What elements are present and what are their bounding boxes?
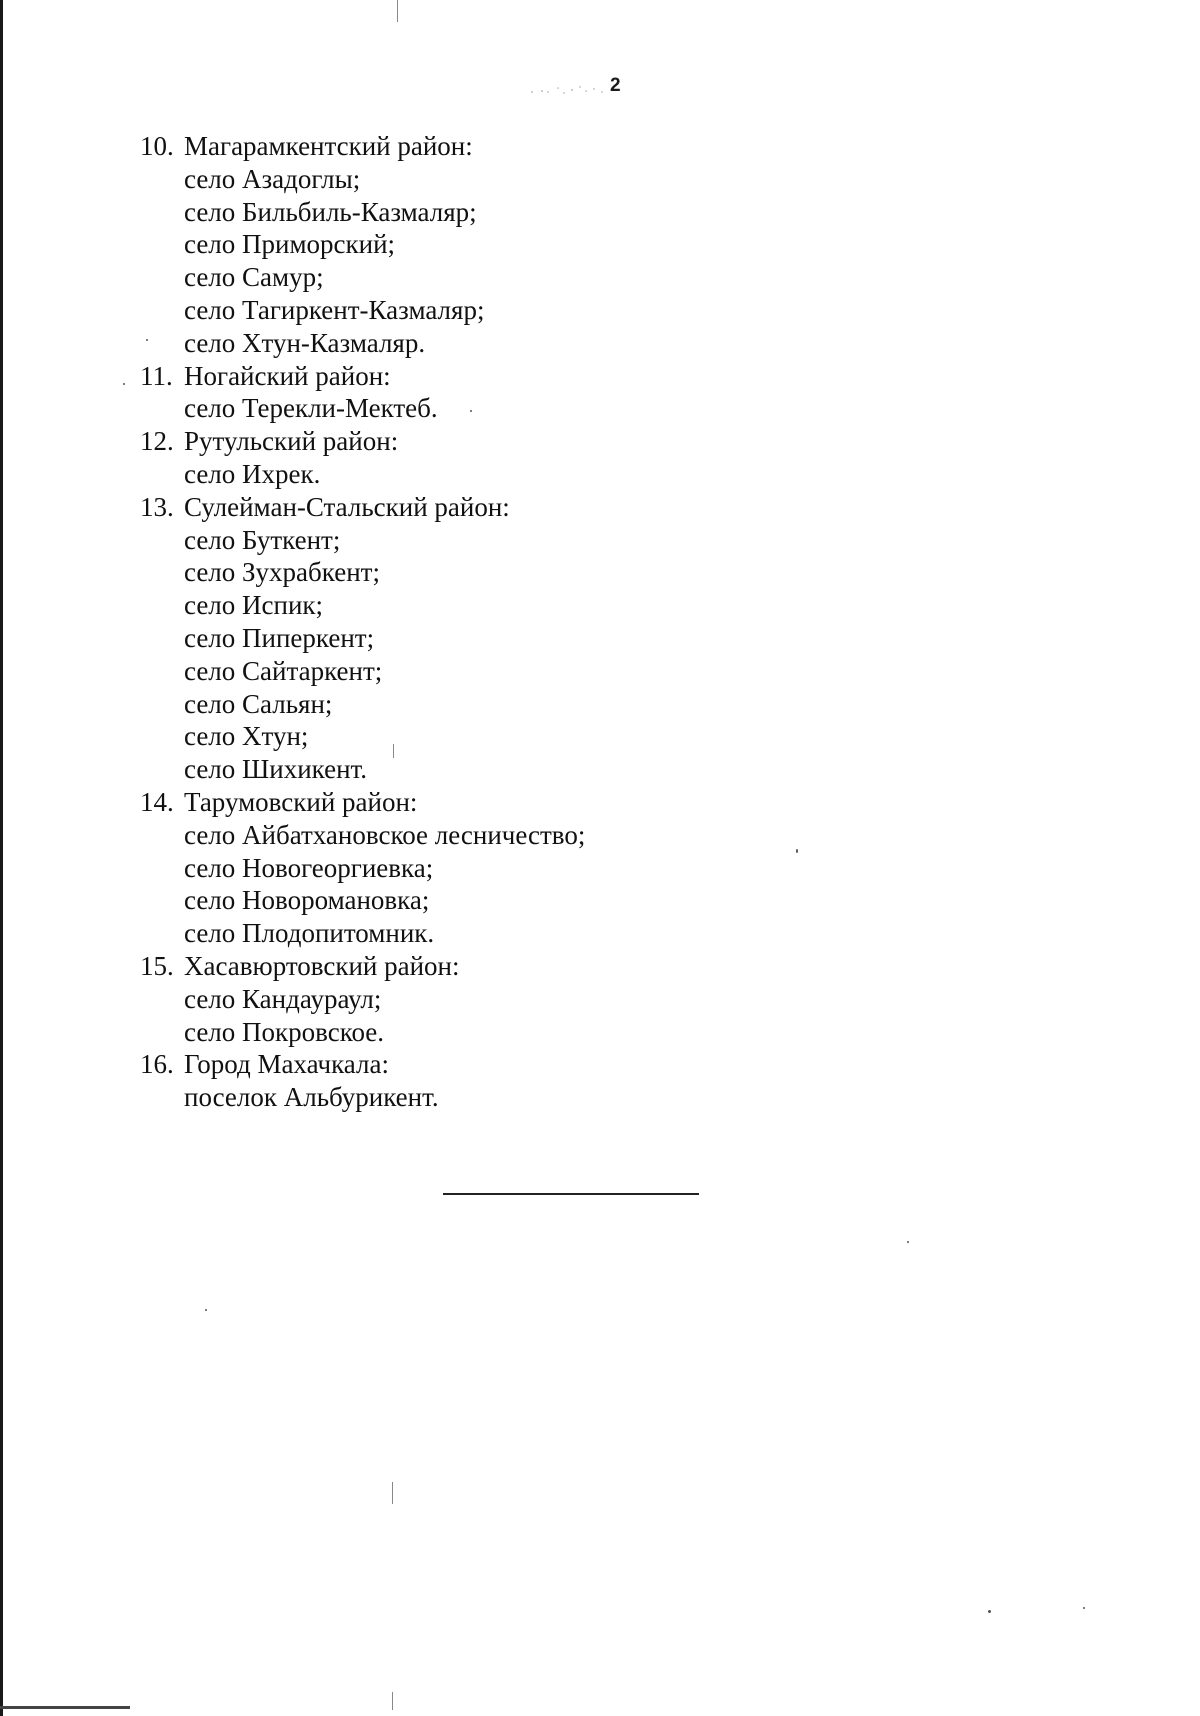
scan-artifact bbox=[392, 1482, 393, 1504]
district-name: Магарамкентский район: bbox=[184, 131, 473, 161]
settlement-item: село Пиперкент; bbox=[184, 622, 375, 653]
settlement-list bbox=[140, 524, 1040, 786]
district-item bbox=[140, 360, 1040, 426]
scan-artifact bbox=[393, 744, 394, 758]
settlement-list bbox=[140, 458, 1040, 491]
district-item bbox=[140, 425, 1040, 491]
scan-noise bbox=[528, 84, 618, 96]
settlement-item: село Ихрек. bbox=[184, 458, 321, 489]
settlement-list bbox=[140, 392, 1040, 425]
district-name: Сулейман-Стальский район: bbox=[184, 491, 510, 522]
district-name: Тарумовский район: bbox=[184, 786, 418, 817]
settlement-item: село Кандаураул; bbox=[184, 983, 382, 1014]
district-number: 10. bbox=[140, 131, 174, 161]
district-item bbox=[140, 130, 1040, 360]
scan-edge-bottom bbox=[0, 1706, 130, 1709]
district-heading bbox=[140, 950, 1040, 983]
settlement-item: село Буткент; bbox=[184, 524, 341, 555]
district-number: 12. bbox=[140, 426, 174, 457]
settlement-item: село Бильбиль-Казмаляр; bbox=[184, 196, 477, 227]
settlement-item: село Азадоглы; bbox=[184, 163, 361, 194]
district-item bbox=[140, 491, 1040, 786]
district-heading bbox=[140, 130, 1040, 163]
district-heading bbox=[140, 491, 1040, 524]
settlement-list bbox=[140, 163, 1040, 360]
district-number: 13. bbox=[140, 491, 174, 522]
district-heading bbox=[140, 425, 1040, 458]
settlement-item: село Зухрабкент; bbox=[184, 557, 380, 588]
settlement-list bbox=[140, 1081, 1040, 1114]
settlement-item: село Приморский; bbox=[184, 229, 396, 260]
settlement-item: село Новогеоргиевка; bbox=[184, 852, 434, 883]
settlement-list bbox=[140, 983, 1040, 1049]
scan-artifact bbox=[397, 0, 398, 22]
district-number: 15. bbox=[140, 950, 174, 981]
district-heading bbox=[140, 786, 1040, 819]
district-heading bbox=[140, 360, 1040, 393]
settlement-item: село Хтун; bbox=[184, 721, 309, 752]
scan-artifact bbox=[988, 1610, 991, 1613]
scan-artifact bbox=[205, 1309, 207, 1311]
district-item bbox=[140, 1048, 1040, 1114]
settlement-item: село Тагиркент-Казмаляр; bbox=[184, 294, 485, 325]
settlement-item: село Айбатхановское лесничество; bbox=[184, 819, 586, 850]
settlement-item: село Новоромановка; bbox=[184, 885, 430, 916]
settlement-list bbox=[140, 819, 1040, 950]
settlement-item: село Шихикент. bbox=[184, 754, 368, 785]
settlement-item: село Испик; bbox=[184, 590, 324, 621]
scan-artifact bbox=[123, 383, 125, 385]
district-name: Ногайский район: bbox=[184, 360, 391, 391]
district-number: 14. bbox=[140, 786, 174, 817]
district-heading bbox=[140, 1048, 1040, 1081]
settlement-item: село Сайтаркент; bbox=[184, 655, 383, 686]
scan-artifact bbox=[392, 1692, 393, 1710]
district-item bbox=[140, 950, 1040, 1048]
settlement-item: село Сальян; bbox=[184, 688, 333, 719]
district-list bbox=[140, 130, 1040, 1114]
district-name: Хасавюртовский район: bbox=[184, 950, 460, 981]
settlement-item: поселок Альбурикент. bbox=[184, 1082, 439, 1113]
settlement-item: село Терекли-Мектеб. bbox=[184, 393, 438, 424]
scan-artifact bbox=[796, 849, 798, 853]
settlement-item: село Покровское. bbox=[184, 1016, 385, 1047]
scan-edge-left bbox=[0, 0, 3, 1716]
district-number: 11. bbox=[140, 360, 173, 391]
district-number: 16. bbox=[140, 1049, 174, 1080]
end-rule bbox=[443, 1193, 699, 1195]
settlement-item: село Самур; bbox=[184, 262, 324, 293]
page-number: 2 bbox=[610, 75, 621, 96]
settlement-item: село Плодопитомник. bbox=[184, 918, 435, 949]
settlement-item: село Хтун-Казмаляр. bbox=[184, 327, 426, 358]
scan-artifact bbox=[907, 1241, 909, 1243]
district-name: Рутульский район: bbox=[184, 426, 399, 457]
scan-artifact bbox=[146, 339, 148, 341]
scan-artifact bbox=[1083, 1607, 1085, 1609]
district-name: Город Махачкала: bbox=[184, 1049, 389, 1080]
district-item bbox=[140, 786, 1040, 950]
scan-artifact bbox=[470, 410, 472, 412]
